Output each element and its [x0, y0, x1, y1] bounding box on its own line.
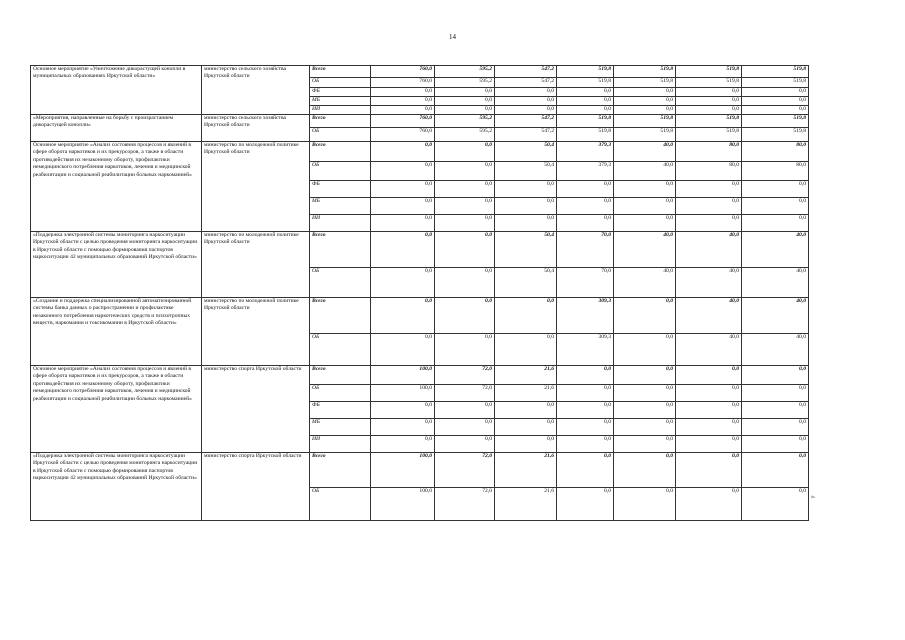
executor-cell: министерство спорта Иркутской области [202, 453, 310, 521]
amount-cell: 0,0 [614, 385, 676, 402]
amount-cell: 0,0 [614, 215, 676, 232]
amount-cell: 0,0 [371, 215, 435, 232]
amount-cell: 760,0 [371, 78, 435, 88]
amount-cell: 0,0 [495, 215, 557, 232]
funding-source-cell: ОБ [310, 128, 371, 142]
amount-cell: 0,0 [557, 402, 614, 419]
amount-cell: 72,0 [435, 488, 495, 521]
amount-cell: 760,0 [371, 66, 435, 78]
amount-cell: 40,0 [742, 232, 809, 268]
executor-cell: министерство по молодежной политике Иркутской области [202, 232, 310, 298]
amount-cell: 21,6 [495, 366, 557, 385]
amount-cell: 0,0 [495, 181, 557, 198]
amount-cell: 0,0 [742, 97, 809, 106]
amount-cell: 0,0 [557, 198, 614, 215]
funding-source-cell: ОБ [310, 334, 371, 366]
table-row [31, 66, 809, 78]
amount-cell: 0,0 [614, 453, 676, 488]
amount-cell: 0,0 [742, 385, 809, 402]
funding-source-cell: Всего [310, 66, 371, 78]
amount-cell: 0,0 [742, 198, 809, 215]
amount-cell: 519,8 [676, 115, 742, 128]
amount-cell: 0,0 [435, 88, 495, 97]
activity-name-cell: Основное мероприятие «Анализ состояния процессов и явлений в сфере оборота наркотиков и их прекурсоров, а также в области противодействия их незаконному обороту, профилактики немедицинского потребления наркотиков, лечения и медицинской реабилитации и социальной реабилитации больных наркоманией» [31, 366, 202, 453]
table-row [31, 232, 809, 268]
amount-cell: 0,0 [614, 181, 676, 198]
amount-cell: 0,0 [742, 453, 809, 488]
funding-source-cell: ФБ [310, 181, 371, 198]
amount-cell: 0,0 [495, 106, 557, 115]
amount-cell: 0,0 [742, 88, 809, 97]
amount-cell: 0,0 [676, 97, 742, 106]
amount-cell: 0,0 [742, 402, 809, 419]
amount-cell: 595,2 [435, 128, 495, 142]
amount-cell: 519,8 [557, 128, 614, 142]
amount-cell: 0,0 [495, 97, 557, 106]
amount-cell: 0,0 [557, 181, 614, 198]
amount-cell: 0,0 [435, 334, 495, 366]
table-row [31, 453, 809, 488]
funding-source-cell: МБ [310, 198, 371, 215]
amount-cell: 0,0 [614, 366, 676, 385]
amount-cell: 100,0 [371, 366, 435, 385]
amount-cell: 0,0 [742, 215, 809, 232]
amount-cell: 0,0 [435, 215, 495, 232]
amount-cell: 0,0 [614, 298, 676, 334]
amount-cell: 0,0 [371, 436, 435, 453]
amount-cell: 0,0 [676, 215, 742, 232]
amount-cell: 0,0 [614, 488, 676, 521]
amount-cell: 0,0 [557, 436, 614, 453]
amount-cell: 379,3 [557, 142, 614, 162]
amount-cell: 0,0 [676, 198, 742, 215]
amount-cell: 0,0 [371, 162, 435, 181]
amount-cell: 0,0 [676, 385, 742, 402]
funding-source-cell: ФБ [310, 402, 371, 419]
amount-cell: 0,0 [371, 88, 435, 97]
amount-cell: 100,0 [371, 385, 435, 402]
budget-table [30, 65, 809, 521]
table-row [31, 298, 809, 334]
amount-cell: 547,2 [495, 115, 557, 128]
amount-cell: 0,0 [371, 97, 435, 106]
trailing-quote-mark: ». [811, 494, 816, 500]
funding-source-cell: ОБ [310, 268, 371, 298]
amount-cell: 0,0 [435, 402, 495, 419]
amount-cell: 547,2 [495, 78, 557, 88]
executor-cell: министерство сельского хозяйства Иркутской области [202, 66, 310, 115]
amount-cell: 595,2 [435, 78, 495, 88]
amount-cell: 0,0 [742, 419, 809, 436]
activity-name-cell: «Поддержка электронной системы мониторинга наркоситуации Иркутской области с целью проведения мониторинга наркоситуации в Иркутской области с помощью формирования паспортов наркоситуации 42 муниципальных образований Иркутской области» [31, 232, 202, 298]
amount-cell: 50,4 [495, 232, 557, 268]
amount-cell: 0,0 [435, 162, 495, 181]
amount-cell: 0,0 [371, 298, 435, 334]
amount-cell: 0,0 [676, 366, 742, 385]
amount-cell: 0,0 [371, 142, 435, 162]
amount-cell: 70,0 [557, 232, 614, 268]
funding-source-cell: МБ [310, 97, 371, 106]
amount-cell: 519,8 [676, 128, 742, 142]
amount-cell: 0,0 [371, 198, 435, 215]
amount-cell: 80,0 [676, 142, 742, 162]
amount-cell: 0,0 [495, 334, 557, 366]
amount-cell: 40,0 [742, 268, 809, 298]
amount-cell: 0,0 [435, 268, 495, 298]
amount-cell: 50,4 [495, 142, 557, 162]
page-number: 14 [449, 33, 456, 41]
amount-cell: 0,0 [435, 181, 495, 198]
amount-cell: 0,0 [557, 88, 614, 97]
amount-cell: 40,0 [742, 298, 809, 334]
amount-cell: 0,0 [614, 334, 676, 366]
activity-name-cell: Основное мероприятие «Анализ состояния процессов и явлений в сфере оборота наркотиков и их прекурсоров, а также в области противодействия их незаконному обороту, профилактики немедицинского потребления наркотиков, лечения и медицинской реабилитации и социальной реабилитации больных наркоманией» [31, 142, 202, 232]
amount-cell: 50,4 [495, 162, 557, 181]
amount-cell: 0,0 [435, 97, 495, 106]
activity-name-cell: «Поддержка электронной системы мониторинга наркоситуации Иркутской области с целью проведения мониторинга наркоситуации в Иркутской области с помощью формирования паспортов наркоситуации 42 муниципальных образований Иркутской области» [31, 453, 202, 521]
amount-cell: 309,3 [557, 334, 614, 366]
funding-source-cell: Всего [310, 453, 371, 488]
funding-source-cell: ИИ [310, 215, 371, 232]
amount-cell: 0,0 [742, 181, 809, 198]
amount-cell: 0,0 [371, 106, 435, 115]
amount-cell: 0,0 [614, 106, 676, 115]
executor-cell: министерство по молодежной политике Иркутской области [202, 142, 310, 232]
amount-cell: 0,0 [557, 419, 614, 436]
amount-cell: 50,4 [495, 268, 557, 298]
amount-cell: 0,0 [676, 488, 742, 521]
amount-cell: 0,0 [495, 198, 557, 215]
amount-cell: 0,0 [742, 436, 809, 453]
amount-cell: 80,0 [676, 162, 742, 181]
amount-cell: 0,0 [557, 453, 614, 488]
amount-cell: 0,0 [435, 106, 495, 115]
amount-cell: 40,0 [676, 232, 742, 268]
funding-source-cell: ФБ [310, 88, 371, 97]
amount-cell: 0,0 [435, 198, 495, 215]
amount-cell: 0,0 [676, 88, 742, 97]
amount-cell: 0,0 [435, 142, 495, 162]
executor-cell: министерство сельского хозяйства Иркутской области [202, 115, 310, 142]
amount-cell: 72,0 [435, 453, 495, 488]
amount-cell: 21,6 [495, 385, 557, 402]
amount-cell: 21,6 [495, 453, 557, 488]
amount-cell: 0,0 [435, 436, 495, 453]
amount-cell: 379,3 [557, 162, 614, 181]
executor-cell: министерство по молодежной политике Иркутской области [202, 298, 310, 366]
amount-cell: 0,0 [371, 419, 435, 436]
amount-cell: 519,8 [557, 78, 614, 88]
executor-cell: министерство спорта Иркутской области [202, 366, 310, 453]
amount-cell: 0,0 [495, 298, 557, 334]
amount-cell: 0,0 [742, 366, 809, 385]
amount-cell: 40,0 [614, 268, 676, 298]
funding-source-cell: ОБ [310, 162, 371, 181]
amount-cell: 0,0 [676, 436, 742, 453]
amount-cell: 0,0 [557, 215, 614, 232]
amount-cell: 0,0 [614, 88, 676, 97]
amount-cell: 72,0 [435, 385, 495, 402]
amount-cell: 70,0 [557, 268, 614, 298]
table-row [31, 142, 809, 162]
funding-source-cell: Всего [310, 232, 371, 268]
amount-cell: 519,8 [742, 128, 809, 142]
funding-source-cell: ИИ [310, 106, 371, 115]
amount-cell: 595,2 [435, 115, 495, 128]
amount-cell: 0,0 [435, 298, 495, 334]
amount-cell: 0,0 [435, 419, 495, 436]
amount-cell: 72,0 [435, 366, 495, 385]
amount-cell: 0,0 [742, 488, 809, 521]
funding-source-cell: ОБ [310, 488, 371, 521]
amount-cell: 519,8 [742, 66, 809, 78]
amount-cell: 100,0 [371, 488, 435, 521]
funding-source-cell: ОБ [310, 385, 371, 402]
amount-cell: 100,0 [371, 453, 435, 488]
amount-cell: 0,0 [676, 402, 742, 419]
amount-cell: 519,8 [614, 66, 676, 78]
amount-cell: 0,0 [676, 106, 742, 115]
amount-cell: 519,8 [557, 115, 614, 128]
amount-cell: 0,0 [676, 453, 742, 488]
amount-cell: 0,0 [495, 419, 557, 436]
amount-cell: 21,6 [495, 488, 557, 521]
amount-cell: 0,0 [614, 97, 676, 106]
amount-cell: 0,0 [676, 419, 742, 436]
amount-cell: 547,2 [495, 66, 557, 78]
table-row [31, 366, 809, 385]
amount-cell: 40,0 [614, 232, 676, 268]
amount-cell: 40,0 [614, 162, 676, 181]
amount-cell: 0,0 [742, 106, 809, 115]
amount-cell: 40,0 [614, 142, 676, 162]
amount-cell: 0,0 [371, 268, 435, 298]
amount-cell: 0,0 [495, 88, 557, 97]
amount-cell: 0,0 [557, 488, 614, 521]
amount-cell: 519,8 [676, 66, 742, 78]
amount-cell: 0,0 [614, 402, 676, 419]
amount-cell: 760,0 [371, 128, 435, 142]
amount-cell: 0,0 [435, 232, 495, 268]
amount-cell: 0,0 [371, 232, 435, 268]
funding-source-cell: Всего [310, 298, 371, 334]
amount-cell: 595,2 [435, 66, 495, 78]
funding-source-cell: Всего [310, 142, 371, 162]
funding-source-cell: ИИ [310, 436, 371, 453]
amount-cell: 519,8 [557, 66, 614, 78]
funding-source-cell: МБ [310, 419, 371, 436]
activity-name-cell: «Мероприятия, направленные на борьбу с произрастанием дикорастущей конопли» [31, 115, 202, 142]
amount-cell: 0,0 [614, 436, 676, 453]
amount-cell: 80,0 [742, 162, 809, 181]
amount-cell: 0,0 [614, 198, 676, 215]
amount-cell: 0,0 [557, 97, 614, 106]
amount-cell: 80,0 [742, 142, 809, 162]
amount-cell: 40,0 [676, 298, 742, 334]
table-row [31, 115, 809, 128]
activity-name-cell: «Создание и поддержка специализированной автоматизированной системы банка данных о распространении и профилактике незаконного потребления наркотических средств и психотропных веществ, наркомании и токсикомании в Иркутской области» [31, 298, 202, 366]
amount-cell: 760,0 [371, 115, 435, 128]
amount-cell: 0,0 [371, 334, 435, 366]
amount-cell: 519,8 [676, 78, 742, 88]
amount-cell: 0,0 [676, 181, 742, 198]
amount-cell: 40,0 [676, 334, 742, 366]
amount-cell: 519,8 [614, 128, 676, 142]
amount-cell: 519,8 [742, 78, 809, 88]
amount-cell: 0,0 [371, 181, 435, 198]
amount-cell: 0,0 [557, 366, 614, 385]
amount-cell: 547,2 [495, 128, 557, 142]
amount-cell: 0,0 [614, 419, 676, 436]
funding-source-cell: Всего [310, 115, 371, 128]
activity-name-cell: Основное мероприятие «Уничтожение дикорастущей конопли в муниципальных образованиях Иркутской области» [31, 66, 202, 115]
amount-cell: 0,0 [495, 436, 557, 453]
amount-cell: 519,8 [742, 115, 809, 128]
amount-cell: 0,0 [557, 106, 614, 115]
amount-cell: 40,0 [676, 268, 742, 298]
amount-cell: 0,0 [557, 385, 614, 402]
funding-source-cell: ОБ [310, 78, 371, 88]
funding-source-cell: Всего [310, 366, 371, 385]
amount-cell: 519,8 [614, 78, 676, 88]
amount-cell: 40,0 [742, 334, 809, 366]
amount-cell: 0,0 [371, 402, 435, 419]
amount-cell: 519,8 [614, 115, 676, 128]
amount-cell: 0,0 [495, 402, 557, 419]
amount-cell: 309,3 [557, 298, 614, 334]
